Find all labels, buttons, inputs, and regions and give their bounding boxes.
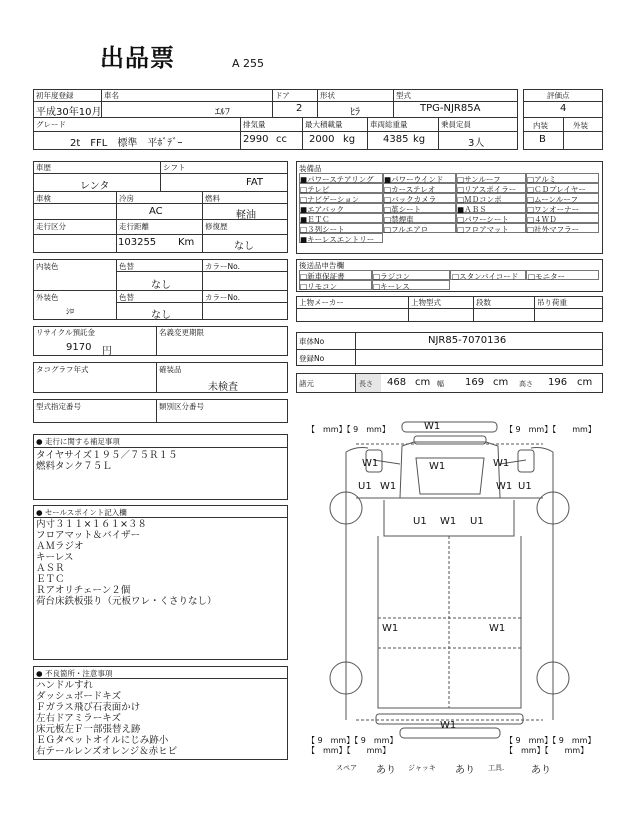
mm-unit: mm (564, 746, 581, 755)
mm-unit: mm (366, 746, 383, 755)
defect-line: ハンドルすれ (36, 680, 94, 691)
equipment-item: □革シート (384, 205, 422, 214)
tacho-label: タコグラフ年式 (36, 365, 89, 374)
tire-depth: 9 (360, 736, 366, 745)
damage-mark: U1 (470, 516, 484, 527)
equipment-item: □バックカメラ (384, 195, 437, 204)
mm-unit: mm (572, 425, 588, 434)
score-value: 4 (560, 103, 567, 114)
equipment-item: □ワンオーナー (527, 205, 580, 214)
shape-label: 形状 (320, 91, 335, 100)
jack-label: ジャッキ (408, 764, 436, 772)
ext-change: なし (151, 310, 171, 321)
mm-unit: mm (330, 736, 347, 745)
sales-line: キーレス (36, 552, 74, 563)
katashiki-label: 型式指定番号 (36, 402, 81, 411)
shift: FAT (246, 177, 264, 188)
score-label: 評価点 (547, 91, 570, 100)
cooling: AC (149, 206, 163, 217)
kakuso-status: 未検査 (208, 382, 238, 393)
damage-mark: W1 (496, 481, 513, 492)
mm-unit: mm (323, 746, 339, 755)
gross-weight-unit: kg (413, 134, 426, 145)
equipment-item: □アルミ (527, 175, 557, 184)
door-count: 2 (296, 103, 303, 114)
mileage-label: 走行距離 (119, 222, 149, 231)
damage-mark: W1 (380, 481, 397, 492)
defects-label: 不良箇所・注意事項 (44, 669, 113, 678)
equipment-item: □ＣＤプレイヤー (527, 185, 586, 194)
name-label: 車名 (104, 91, 119, 100)
chassis-number: NJR85-7070136 (428, 335, 507, 346)
equipment-label: 装備品 (299, 164, 322, 173)
steps-label: 段数 (476, 298, 491, 307)
length: 468 (387, 377, 407, 388)
height-unit: cm (577, 377, 593, 388)
damage-mark: W1 (429, 461, 446, 472)
grade-label: グレード (36, 120, 66, 129)
mileage: 103255 (118, 237, 157, 248)
repair-label: 修復歴 (205, 222, 228, 231)
tire-rr-depth: 【 9 mm】【 9 mm】 (505, 736, 596, 745)
defect-line: Ｆガラス飛び石表面かけ (36, 702, 141, 713)
hanging-load-label: 吊り荷重 (537, 298, 567, 307)
ext-change-label: 色替 (119, 293, 134, 302)
post-item: □ラジコン (373, 272, 411, 281)
equipment-item: ■エアバック (300, 205, 344, 214)
post-items-label: 後送品申告欄 (299, 261, 344, 270)
mm-unit: mm (323, 425, 339, 434)
ext-color-no-label: カラーNo. (205, 293, 240, 302)
registration-label: 登録No (299, 354, 325, 363)
capacity: 3人 (468, 138, 485, 149)
max-load-label: 最大積載量 (305, 120, 343, 129)
ruibetsu-label: 類別区分番号 (159, 402, 204, 411)
sales-line: ＥＴＣ (36, 574, 65, 585)
post-item: □スタンバイコード (452, 272, 519, 281)
tire-depth: 9 (515, 425, 521, 434)
mm-unit: mm (571, 736, 588, 745)
defect-line: 床元板左Ｆ一部張替え跡 (36, 724, 141, 735)
first-registration: 平成30年10月 (36, 107, 102, 118)
damage-mark: W1 (362, 458, 379, 469)
equipment-item: □ＭＤコンポ (457, 195, 502, 204)
defect-line: 左右ドアミラーキズ (36, 713, 122, 724)
damage-mark: W1 (489, 623, 506, 634)
sales-line: ＡＭラジオ (36, 541, 84, 552)
int-change-label: 色替 (119, 262, 134, 271)
equipment-item: □フルエアロ (384, 225, 429, 234)
chassis-label: 車体No (299, 337, 325, 346)
tire-depth: 9 (558, 736, 564, 745)
body-shape: ﾋﾗ (350, 107, 360, 118)
cooling-label: 冷房 (119, 194, 134, 203)
damage-mark: U1 (358, 481, 372, 492)
damage-mark: U1 (413, 516, 427, 527)
tire-depth: 9 (317, 736, 323, 745)
displacement: 2990 (243, 134, 269, 145)
shift-label: シフト (163, 163, 186, 172)
width-unit: cm (493, 377, 509, 388)
sales-line: フロアマット＆バイザー (36, 530, 141, 541)
dims-label: 諸元 (299, 379, 314, 388)
inspection-label: 車検 (36, 194, 51, 203)
tire-rr2-depth: 【 mm】【 mm】 (505, 746, 589, 755)
mileage-type-label: 走行区分 (36, 222, 66, 231)
repair-history: なし (234, 241, 254, 252)
spare: あり (376, 765, 396, 776)
equipment-item: □３列シート (300, 225, 345, 234)
tool-label: 工具. (488, 764, 505, 772)
equipment-item: ■パワーウインド (384, 175, 444, 184)
height: 196 (548, 377, 568, 388)
tire-fl-depth: 【 mm】【 9 mm】 (307, 425, 390, 434)
tire-depth: 9 (515, 736, 521, 745)
uwamono-type-label: 上物型式 (411, 298, 441, 307)
equipment-item: ■ＥＴＣ (300, 215, 330, 224)
equipment-item: ■キーレスエントリー (300, 235, 375, 244)
defect-line: ダッシュボードキズ (36, 691, 122, 702)
max-load: 2000 (309, 134, 335, 145)
equipment-item: □社外マフラー (527, 225, 580, 234)
sales-line: 内寸３１１×１６１×３８ (36, 519, 147, 530)
ext-color: ｼﾛ (66, 307, 74, 316)
defects-header: ● 不良箇所・注意事項 (36, 669, 113, 678)
mileage-unit: Km (178, 237, 195, 248)
sales-label: セールスポイント記入欄 (44, 508, 127, 517)
mm-unit: mm (521, 746, 537, 755)
mm-unit: mm (528, 736, 545, 745)
year-label: 初年度登録 (36, 91, 74, 100)
ext-color-label: 外装色 (36, 293, 59, 302)
spare-label: スペア (336, 764, 357, 772)
length-label: 長さ (359, 380, 373, 388)
capacity-label: 乗員定員 (441, 120, 471, 129)
post-item: □リモコン (300, 282, 338, 291)
page-title: 出品票 (100, 44, 175, 72)
kakuso-label: 確装品 (159, 365, 182, 374)
int-color-label: 内装色 (36, 262, 59, 271)
width-label: 幅 (437, 380, 444, 388)
lot-number: A 255 (232, 57, 265, 70)
damage-mark: W1 (424, 421, 441, 432)
uwamono-maker-label: 上物メーカー (299, 298, 344, 307)
meigi-label: 名義変更期限 (159, 328, 204, 337)
interior-grade-label: 内装 (533, 121, 548, 130)
equipment-item: ■パワーステアリング (300, 175, 374, 184)
car-name: ｴﾙﾌ (215, 107, 230, 118)
height-label: 高さ (519, 380, 533, 388)
equipment-item: □リアスポイラー (457, 185, 517, 194)
tool: あり (531, 765, 551, 776)
equipment-item: □ムーンルーフ (527, 195, 578, 204)
mm-unit: mm (373, 736, 390, 745)
sales-line: 荷台床鉄板張り（元板ワレ・くさりなし） (36, 596, 217, 607)
damage-mark: W1 (440, 720, 457, 731)
equipment-item: □禁煙車 (384, 215, 414, 224)
sales-header: ● セールスポイント記入欄 (36, 508, 127, 517)
notes-line: タイヤサイズ１９５／７５Ｒ１５ (36, 450, 178, 461)
vehicle-damage-diagram (296, 408, 603, 758)
post-item: □キーレス (373, 282, 410, 291)
exterior-grade-label: 外装 (573, 121, 588, 130)
length-unit: cm (415, 377, 431, 388)
defect-line: ＥＧタペットオイルにじみ跡小 (36, 735, 169, 746)
post-item: □モニター (528, 272, 566, 281)
mm-unit: mm (366, 425, 382, 434)
gross-weight-label: 車両総重量 (370, 120, 408, 129)
notes-line: 燃料タンク７５Ｌ (36, 461, 112, 472)
gross-weight: 4385 (383, 134, 409, 145)
grade: 2t FFL 標準 平ﾎﾞﾃﾞｰ (70, 138, 183, 149)
history-label: 車歴 (36, 163, 51, 172)
mm-unit: mm (528, 425, 545, 434)
equipment-item: □パワーシート (457, 215, 509, 224)
tire-rl2-depth: 【 mm】【 mm】 (307, 746, 391, 755)
fuel-label: 燃料 (205, 194, 220, 203)
recycle-unit: 円 (102, 346, 112, 357)
door-label: ドア (275, 91, 290, 100)
tire-depth: 9 (353, 425, 359, 434)
equipment-item: ■ＡＢＳ (457, 205, 487, 214)
fuel: 軽油 (236, 210, 256, 221)
damage-mark: U1 (518, 481, 532, 492)
damage-mark: W1 (440, 516, 457, 527)
sales-line: ＡＳＲ (36, 563, 65, 574)
equipment-item: □カーステレオ (384, 185, 436, 194)
max-load-unit: kg (343, 134, 356, 145)
model-label: 型式 (396, 91, 411, 100)
defect-line: 右テールレンズオレンジ＆赤ヒビ (36, 746, 178, 757)
notes-label: 走行に関する補足事項 (44, 437, 120, 446)
interior-grade: B (539, 134, 546, 145)
model-code: TPG-NJR85A (420, 103, 481, 114)
equipment-item: □テレビ (300, 185, 330, 194)
history: レンタ (80, 181, 110, 192)
displacement-label: 排気量 (243, 120, 266, 129)
equipment-item: □ナビゲーション (300, 195, 360, 204)
equipment-item: □サンルーフ (457, 175, 501, 184)
notes-header: ● 走行に関する補足事項 (36, 437, 120, 446)
tire-rl-depth: 【 9 mm】【 9 mm】 (307, 736, 398, 745)
damage-mark: W1 (493, 458, 510, 469)
recycle-label: リサイクル預託金 (36, 328, 95, 337)
int-change: なし (151, 280, 171, 291)
post-item: □新車保証書 (300, 272, 345, 281)
damage-mark: W1 (382, 623, 399, 634)
recycle-fee: 9170 (66, 342, 92, 353)
equipment-item: □フロアマット (457, 225, 509, 234)
int-color-no-label: カラーNo. (205, 262, 240, 271)
jack: あり (455, 765, 475, 776)
width: 169 (465, 377, 485, 388)
displacement-unit: cc (276, 134, 287, 145)
tire-fr-depth: 【 9 mm】【 mm】 (505, 425, 596, 434)
sales-line: Ｒアオリチェーン２個 (36, 585, 131, 596)
equipment-item: □４ＷＤ (527, 215, 557, 224)
